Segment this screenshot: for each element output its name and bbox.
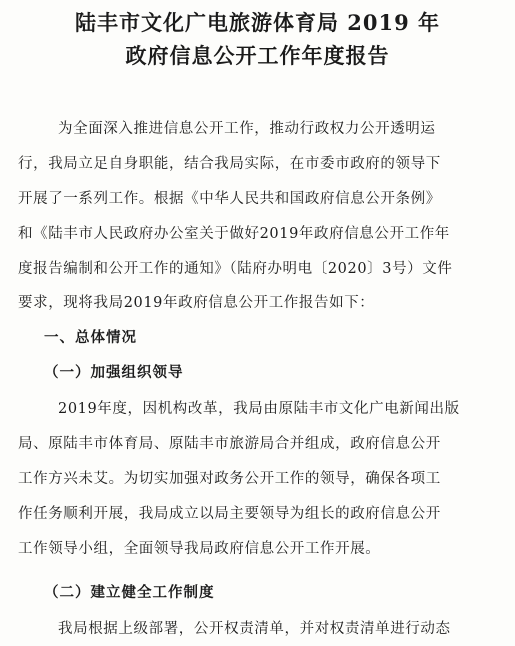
subsection-heading-leadership: （一）加强组织领导 <box>44 364 184 381</box>
intro-line-1: 为全面深入推进信息公开工作，推动行政权力公开透明运 <box>58 121 436 137</box>
leadership-line-5: 工作领导小组，全面领导我局政府信息公开工作开展。 <box>18 541 381 557</box>
report-title-line-2: 政府信息公开工作年度报告 <box>125 43 390 68</box>
report-title-line-1: 陆丰市文化广电旅游体育局 2019 年 <box>74 10 441 35</box>
intro-line-4: 和《陆丰市人民政府办公室关于做好2019年政府信息公开工作年 <box>18 226 450 242</box>
leadership-line-4: 作任务顺利开展，我局成立以局主要领导为组长的政府信息公开 <box>18 506 441 522</box>
leadership-line-1: 2019年度，因机构改革，我局由原陆丰市文化广电新闻出版 <box>58 401 460 417</box>
leadership-line-2: 局、原陆丰市体育局、原陆丰市旅游局合并组成，政府信息公开 <box>18 436 441 452</box>
system-line-1: 我局根据上级部署，公开权责清单，并对权责清单进行动态 <box>58 621 451 637</box>
intro-line-6: 要求，现将我局2019年政府信息公开工作报告如下： <box>18 295 375 311</box>
intro-line-5: 度报告编制和公开工作的通知》（陆府办明电〔2020〕3号）文件 <box>18 261 453 277</box>
intro-line-2: 行，我局立足自身职能，结合我局实际，在市委市政府的领导下 <box>18 156 441 172</box>
section-heading-overview: 一、总体情况 <box>44 329 137 346</box>
subsection-heading-system: （二）建立健全工作制度 <box>44 584 215 601</box>
intro-line-3: 开展了一系列工作。根据《中华人民共和国政府信息公开条例》 <box>18 191 441 207</box>
leadership-line-3: 工作方兴未艾。为切实加强对政务公开工作的领导，确保各项工 <box>18 471 441 487</box>
